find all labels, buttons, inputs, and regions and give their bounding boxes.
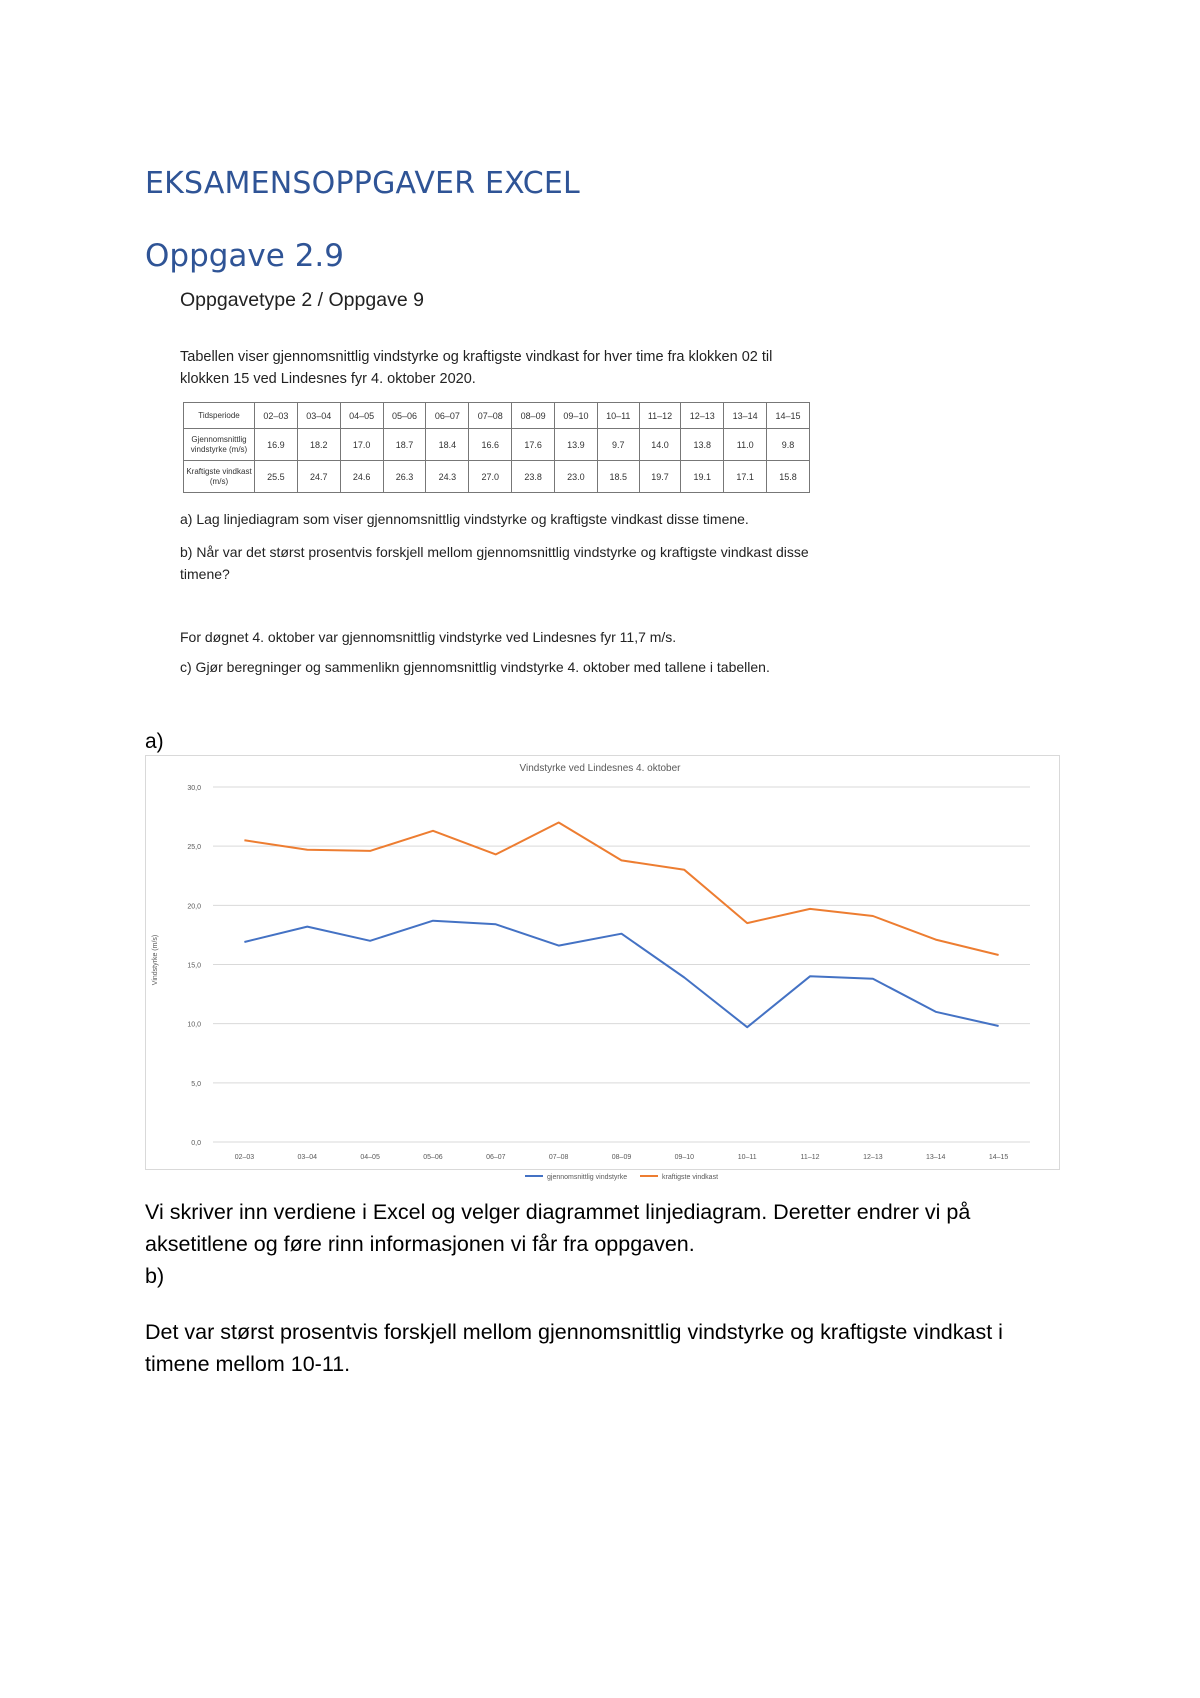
table-cell-average: 13.8 — [681, 429, 724, 461]
table-header-cell: 10–11 — [597, 403, 639, 429]
chart-x-tick-label: 11–12 — [800, 1154, 820, 1161]
chart-y-tick-label: 5,0 — [191, 1080, 201, 1088]
table-header-cell: 04–05 — [340, 403, 383, 429]
table-header-cell: 05–06 — [383, 403, 426, 429]
table-header-cell: 13–14 — [724, 403, 767, 429]
table-cell-average: 14.0 — [639, 429, 681, 461]
table-cell-average: 13.9 — [555, 429, 598, 461]
table-row-average — [184, 429, 810, 461]
wind-table — [183, 402, 810, 493]
table-cell-average: 11.0 — [724, 429, 767, 461]
chart-x-tick-label: 14–15 — [988, 1154, 1009, 1161]
chart-y-tick-label: 15,0 — [187, 962, 201, 970]
table-cell-gust: 23.0 — [555, 461, 598, 493]
answer-a-label: a) — [145, 730, 164, 753]
table-cell-gust: 19.7 — [639, 461, 681, 493]
table-header-cell: 08–09 — [512, 403, 555, 429]
table-header-cell: 09–10 — [555, 403, 598, 429]
table-cell-average: 16.6 — [469, 429, 512, 461]
table-cell-gust: 27.0 — [469, 461, 512, 493]
chart-y-tick-label: 20,0 — [187, 903, 201, 911]
chart-x-tick-label: 13–14 — [925, 1154, 946, 1161]
table-header-label: Tidsperiode — [184, 403, 255, 429]
chart-legend-label: kraftigste vindkast — [662, 1174, 719, 1181]
question-c: c) Gjør beregninger og sammenlikn gjennomsnittlig vindstyrke 4. oktober med tallene i tabellen. — [180, 659, 770, 675]
question-a: a) Lag linjediagram som viser gjennomsnittlig vindstyrke og kraftigste vindkast disse timene. — [180, 511, 749, 527]
answer-b-label: b) — [145, 1264, 165, 1288]
table-cell-average: 18.2 — [297, 429, 340, 461]
chart-y-tick-label: 10,0 — [187, 1021, 201, 1029]
table-cell-average: 17.6 — [512, 429, 555, 461]
table-row-label: Gjennomsnittlig vindstyrke (m/s) — [184, 429, 255, 461]
task-note: For døgnet 4. oktober var gjennomsnittlig vindstyrke ved Lindesnes fyr 11,7 m/s. — [180, 629, 677, 645]
table-cell-average: 9.7 — [597, 429, 639, 461]
answer-b-text: Det var størst prosentvis forskjell mellom gjennomsnittlig vindstyrke og kraftigste vindkast i timene mellom 10-11. — [145, 1320, 1003, 1376]
table-header-cell: 06–07 — [426, 403, 469, 429]
table-cell-gust: 23.8 — [512, 461, 555, 493]
chart-border — [145, 755, 1060, 1170]
table-cell-gust: 15.8 — [767, 461, 810, 493]
table-cell-gust: 24.7 — [297, 461, 340, 493]
table-header-cell: 02–03 — [255, 403, 298, 429]
chart-x-tick-label: 12–13 — [863, 1154, 883, 1161]
table-row-gust — [184, 461, 810, 493]
task-intro: Tabellen viser gjennomsnittlig vindstyrke og kraftigste vindkast for hver time fra klokken 02 til klokken 15 ved Lindesnes fyr 4. oktober 2020. — [180, 349, 773, 387]
chart-x-tick-label: 06–07 — [486, 1154, 506, 1161]
chart-x-tick-label: 02–03 — [234, 1154, 255, 1161]
table-row-label: Kraftigste vindkast (m/s) — [184, 461, 255, 493]
table-cell-average: 16.9 — [255, 429, 298, 461]
table-header-cell: 11–12 — [639, 403, 681, 429]
task-heading: Oppgave 2.9 — [145, 238, 345, 274]
table-cell-gust: 24.6 — [340, 461, 383, 493]
chart-y-axis-label: Vindstyrke (m/s) — [152, 934, 159, 986]
task-type-label: Oppgavetype 2 / Oppgave 9 — [180, 289, 424, 311]
chart-y-tick-label: 0,0 — [191, 1140, 201, 1147]
chart-legend-label: gjennomsnittlig vindstyrke — [547, 1174, 628, 1181]
chart-x-tick-label: 04–05 — [360, 1154, 380, 1161]
page-heading: EKSAMENSOPPGAVER EXCEL — [145, 166, 580, 201]
table-cell-gust: 17.1 — [724, 461, 767, 493]
table-cell-gust: 26.3 — [383, 461, 426, 493]
answer-a-text: Vi skriver inn verdiene i Excel og velger diagrammet linjediagram. Deretter endrer vi på aksetitlene og føre rinn informasjonen vi får fra oppgaven. — [145, 1200, 971, 1256]
table-cell-average: 9.8 — [767, 429, 810, 461]
table-cell-gust: 25.5 — [255, 461, 298, 493]
table-cell-gust: 18.5 — [597, 461, 639, 493]
chart-x-tick-label: 05–06 — [423, 1154, 443, 1161]
table-header-cell: 12–13 — [681, 403, 724, 429]
table-header-cell: 03–04 — [297, 403, 340, 429]
table-cell-average: 18.4 — [426, 429, 469, 461]
table-cell-average: 18.7 — [383, 429, 426, 461]
table-header-cell: 14–15 — [767, 403, 810, 429]
chart-x-tick-label: 03–04 — [297, 1154, 318, 1161]
chart-y-tick-label: 25,0 — [187, 844, 201, 852]
line-chart — [145, 755, 1060, 1181]
table-header-cell: 07–08 — [469, 403, 512, 429]
question-b: b) Når var det størst prosentvis forskjell mellom gjennomsnittlig vindstyrke og kraftigste vindkast disse timene? — [180, 544, 809, 582]
chart-x-tick-label: 09–10 — [674, 1154, 695, 1161]
table-header-row — [184, 403, 810, 429]
chart-x-tick-label: 08–09 — [611, 1154, 632, 1161]
table-cell-average: 17.0 — [340, 429, 383, 461]
chart-title: Vindstyrke ved Lindesnes 4. oktober — [519, 763, 681, 774]
chart-x-tick-label: 07–08 — [548, 1154, 569, 1161]
table-cell-gust: 19.1 — [681, 461, 724, 493]
chart-y-tick-label: 30,0 — [187, 785, 201, 792]
chart-x-tick-label: 10–11 — [737, 1154, 757, 1161]
table-cell-gust: 24.3 — [426, 461, 469, 493]
